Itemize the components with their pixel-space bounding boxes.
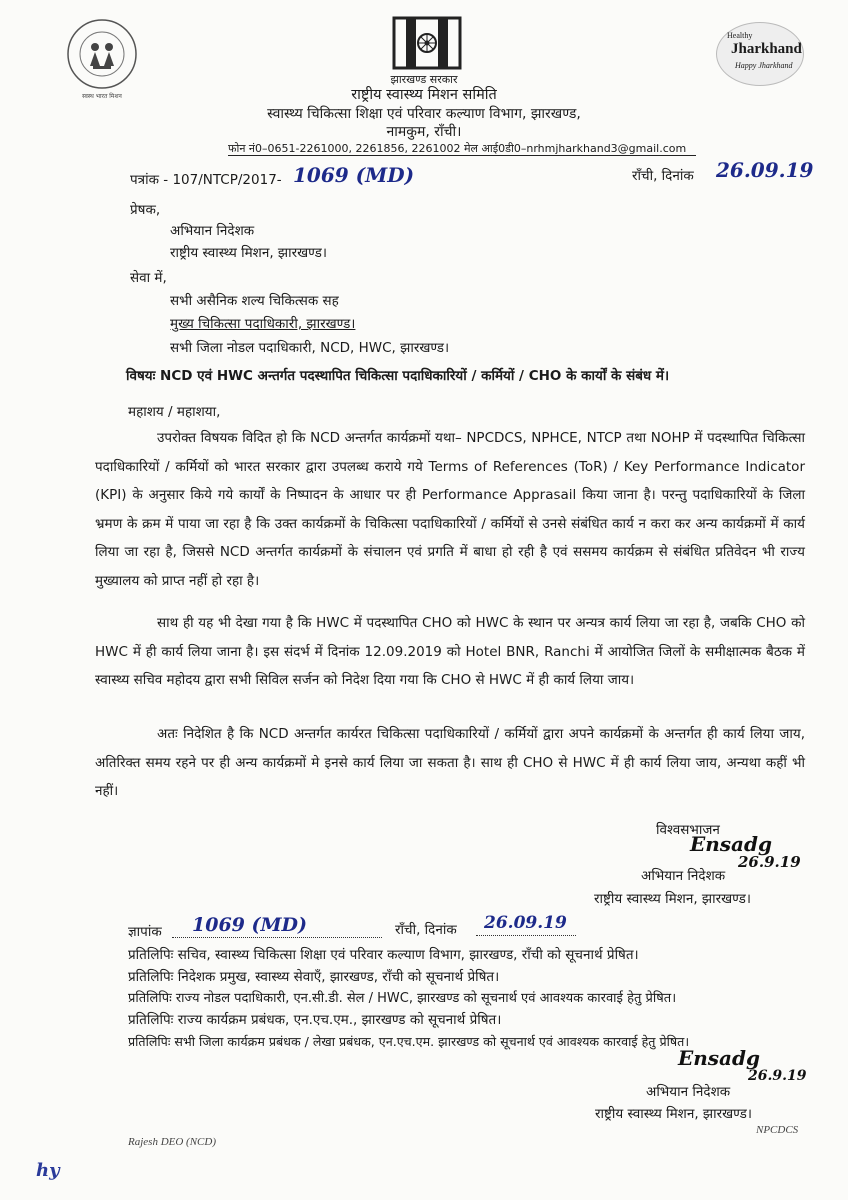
memo-org: राष्ट्रीय स्वास्थ्य मिशन, झारखण्ड। — [595, 1106, 752, 1122]
nhm-logo-subtext: स्वस्थ भारत मिशन — [82, 93, 122, 100]
subject-line: विषयः NCD एवं HWC अन्तर्गत पदस्थापित चिकित्सा पदाधिकारियों / कर्मियों / CHO के कार्यों के संबंध में। — [126, 368, 670, 384]
recipient-line3: सभी जिला नोडल पदाधिकारी, NCD, HWC, झारखण्ड। — [170, 340, 450, 356]
dept-name: स्वास्थ्य चिकित्सा शिक्षा एवं परिवार कल्याण विभाग, झारखण्ड, — [267, 106, 581, 122]
body-paragraph-2: साथ ही यह भी देखा गया है कि HWC में पदस्थापित CHO को HWC के स्थान पर अन्यत्र कार्य लिया जा रहा है, जबकि CHO को HWC में ही कार्य लिया जाना है। इस संदर्भ में दिनांक 12.09.2019 को Hotel BNR, Ranchi में आयोजित जिलों के समीक्षात्मक बैठक में स्वास्थ्य सचिव महोदय द्वारा सभी सिविल सर्जन को निदेश दिया गया कि CHO से HWC में ही कार्य लिया जाय। — [95, 615, 805, 689]
ref-date-handwritten: 26.09.19 — [716, 158, 814, 182]
memo-signature: Ensadg — [678, 1046, 760, 1070]
recipient-label: सेवा में, — [130, 270, 167, 286]
contact-line: फोन नं0–0651-2261000, 2261856, 2261002 मेल आई0डी0–nrhmjharkhand3@gmail.com — [228, 142, 696, 156]
closing-signature: Ensadg — [690, 832, 772, 856]
copy-item-3: प्रतिलिपिः राज्य नोडल पदाधिकारी, एन.सी.डी. सेल / HWC, झारखण्ड को सूचनार्थ एवं आवश्यक कारवाई हेतु प्रेषित। — [128, 991, 677, 1006]
jharkhand-emblem — [392, 16, 462, 70]
memo-title: अभियान निदेशक — [646, 1084, 731, 1100]
footer-right: NPCDCS — [756, 1124, 799, 1136]
ref-date-label: राँची, दिनांक — [632, 168, 694, 184]
recipient-line2: मुख्य चिकित्सा पदाधिकारी, झारखण्ड। — [170, 316, 356, 332]
sender-line1: अभियान निदेशक — [170, 223, 255, 239]
closing-title: अभियान निदेशक — [641, 868, 726, 884]
body-paragraph-1: उपरोक्त विषयक विदित हो कि NCD अन्तर्गत कार्यक्रमों यथा– NPCDCS, NPHCE, NTCP तथा NOHP में पदस्थापित चिकित्सा पदाधिकारियों / कर्मियों को भारत सरकार द्वारा उपलब्ध कराये गये Terms of References (ToR) / Key Performance Indicator (KPI) के अनुसार किये गये कार्यों के निष्पादन के आधार पर ही Performance Apprasail किया जाना है। परन्तु पदाधिकारियों के जिला भ्रमण के क्रम में पाया जा रहा है कि उक्त कार्यक्रमों के चिकित्सा पदाधिकारियों / कर्मियों से उनसे संबंधित कार्य न करा कर अन्य कार्यक्रमों में कार्य लिया जा रहा है, जिससे NCD अन्तर्गत कार्यक्रमों के संचालन एवं प्रगति में बाधा हो रही है एवं ससमय कार्यक्रम से संबंधित प्रतिवेदन भी राज्य मुख्यालय को प्राप्त नहीं हो रहा है। — [95, 430, 805, 589]
recipient-line1: सभी असैनिक शल्य चिकित्सक सह — [170, 293, 339, 309]
copy-item-1: प्रतिलिपिः सचिव, स्वास्थ्य चिकित्सा शिक्षा एवं परिवार कल्याण विभाग, झारखण्ड, राँची को सूचनार्थ प्रेषित। — [128, 947, 639, 963]
memo-signature-date: 26.9.19 — [748, 1068, 807, 1084]
closing-signature-date: 26.9.19 — [738, 853, 801, 871]
memo-number-dots — [172, 937, 382, 938]
closing-yours: विश्वसभाजन — [656, 822, 720, 838]
copy-item-5: प्रतिलिपिः सभी जिला कार्यक्रम प्रबंधक / लेखा प्रबंधक, एन.एच.एम. झारखण्ड को सूचनार्थ एवं आवश्यक कारवाई हेतु प्रेषित। — [128, 1034, 690, 1049]
memo-label: ज्ञापांक — [128, 924, 162, 940]
ref-number-handwritten: 1069 (MD) — [293, 163, 415, 187]
ref-number-label: पत्रांक - 107/NTCP/2017- — [130, 172, 282, 188]
memo-date-dots — [476, 935, 576, 936]
copy-item-4: प्रतिलिपिः राज्य कार्यक्रम प्रबंधक, एन.एच.एम., झारखण्ड को सूचनार्थ प्रेषित। — [128, 1012, 502, 1028]
closing-org: राष्ट्रीय स्वास्थ्य मिशन, झारखण्ड। — [594, 891, 751, 907]
sender-line2: राष्ट्रीय स्वास्थ्य मिशन, झारखण्ड। — [170, 245, 327, 261]
footer-left: Rajesh DEO (NCD) — [128, 1136, 216, 1148]
memo-date-label: राँची, दिनांक — [395, 922, 457, 938]
office-place: नामकुम, राँची। — [386, 124, 462, 140]
salutation: महाशय / महाशया, — [128, 404, 221, 420]
govt-name: झारखण्ड सरकार — [390, 73, 458, 86]
memo-date-handwritten: 26.09.19 — [484, 913, 567, 933]
footer-handwritten-mark: hy — [36, 1160, 60, 1181]
copy-item-2: प्रतिलिपिः निदेशक प्रमुख, स्वास्थ्य सेवाएँ, झारखण्ड, राँची को सूचनार्थ प्रेषित। — [128, 969, 500, 985]
healthy-jharkhand-logo: Healthy Jharkhand Happy Jharkhand — [716, 22, 804, 86]
memo-number-handwritten: 1069 (MD) — [192, 914, 307, 936]
body-paragraph-3: अतः निदेशित है कि NCD अन्तर्गत कार्यरत चिकित्सा पदाधिकारियों / कर्मियों द्वारा अपने कार्यक्रमों के अन्तर्गत ही कार्य लिया जाय, अतिरिक्त समय रहने पर ही अन्य कार्यक्रमों मे इनसे कार्य लिया जा सकता है। साथ ही CHO से HWC में ही कार्य लिया जाय, अन्यथा कहीं भी नहीं। — [95, 726, 805, 800]
sender-label: प्रेषक, — [130, 202, 161, 218]
org-name: राष्ट्रीय स्वास्थ्य मिशन समिति — [351, 87, 497, 103]
